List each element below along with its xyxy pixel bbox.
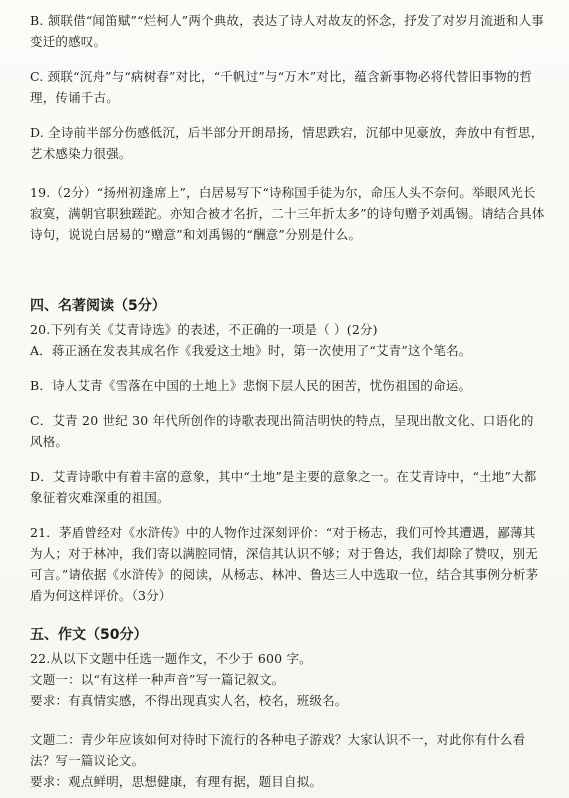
essay-requirement-2: 要求：观点鲜明，思想健康，有理有据，题目自拟。 bbox=[30, 774, 323, 789]
option-19b: B. 颔联借“闻笛赋”“烂柯人”两个典故，表达了诗人对故友的怀念，抒发了对岁月流逝和人事变迁的感叹。 bbox=[30, 13, 544, 49]
option-19c: C. 颈联“沉舟”与“病树春”对比，“千帆过”与“万木”对比，蕴含新事物必将代替旧事物的哲理，传诵千古。 bbox=[30, 69, 533, 105]
question-22: 22.从以下文题中任选一题作文，不少于 600 字。 bbox=[30, 651, 312, 666]
essay-topic-2: 文题二：青少年应该如何对待时下流行的各种电子游戏？大家认识不一，对此你有什么看法？写一篇议论文。 bbox=[30, 732, 526, 768]
option-20b: B．诗人艾青《雪落在中国的土地上》悲悯下层人民的困苦，忧伤祖国的命运。 bbox=[30, 378, 472, 393]
option-19d: D. 全诗前半部分伤感低沉，后半部分开朗昂扬，情思跌宕，沉郁中见豪放，奔放中有哲思，艺术感染力很强。 bbox=[30, 125, 544, 161]
option-20d: D．艾青诗歌中有着丰富的意象，其中“土地”是主要的意象之一。在艾青诗中，“土地”大都象征着灾难深重的祖国。 bbox=[30, 469, 537, 505]
section-4-title: 四、名著阅读（5分） bbox=[30, 298, 166, 314]
question-20: 20.下列有关《艾青诗选》的表述，不正确的一项是（ ）(2分) bbox=[30, 322, 378, 337]
section-5-title: 五、作文（50分） bbox=[30, 627, 148, 643]
option-20c: C．艾青 20 世纪 30 年代所创作的诗歌表现出简洁明快的特点，呈现出散文化、口语化的风格。 bbox=[30, 413, 534, 449]
question-19: 19.（2分）“扬州初逢席上”，白居易写下“诗称国手徒为尔，命压人头不奈何。举眼风光长寂寞，满朝官职独蹉跎。亦知合被才名折，二十三年折太多”的诗句赠予刘禹锡。请结合具体诗句，说说白居易的“赠意”和刘禹锡的“酬意”分别是什么。 bbox=[30, 185, 545, 242]
essay-topic-1: 文题一：以“有这样一种声音”写一篇记叙文。 bbox=[30, 672, 285, 687]
question-21: 21．茅盾曾经对《水浒传》中的人物作过深刻评价：“对于杨志，我们可怜其遭遇，鄙薄其为人；对于林冲，我们寄以满腔同情，深信其认识不够；对于鲁达，我们却除了赞叹，别无可言。”请依据《水浒传》的阅读，从杨志、林冲、鲁达三人中选取一位，结合其事例分析茅盾为何这样评价。（3分） bbox=[30, 525, 539, 603]
essay-requirement-1: 要求：有真情实感，不得出现真实人名，校名，班级名。 bbox=[30, 693, 348, 708]
option-20a: A．蒋正涵在发表其成名作《我爱这土地》时，第一次使用了“艾青”这个笔名。 bbox=[30, 343, 472, 358]
